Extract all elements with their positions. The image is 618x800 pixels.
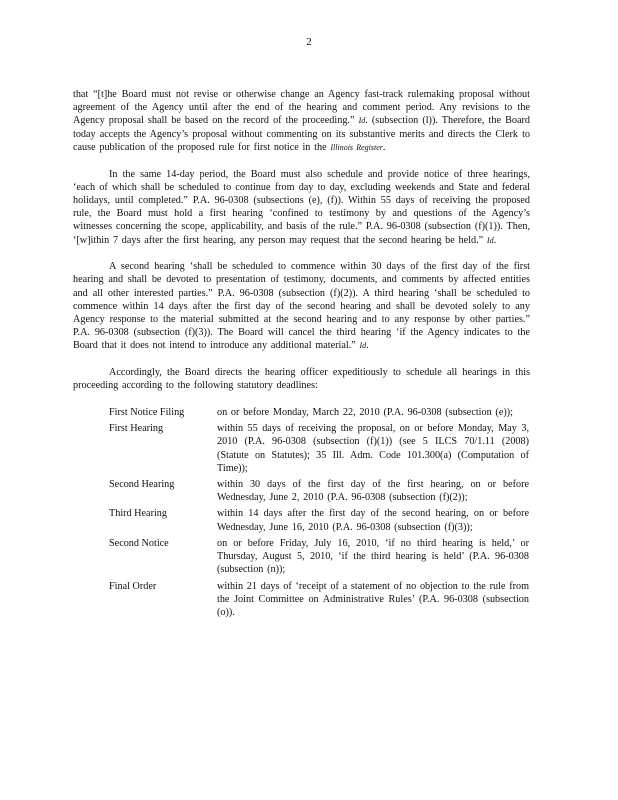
deadline-text: within 55 days of receiving the proposal, on or before Monday, May 3, 2010 (P.A. 96-0308 (subsection (f)(1)) (see 5 ILCS 70/1.11 (2008) (Statute on Statutes); 35 Ill. Adm. Code 101.300(a) (Computation of Time));	[217, 423, 529, 474]
page-number: 2	[306, 36, 312, 48]
deadline-label: Second Notice	[109, 537, 169, 549]
deadline-label: First Notice Filing	[109, 407, 185, 419]
paragraph-text: . (subsection (l)). Therefore, the Board today accepts the Agency’s proposal without commenting on its substantive merits and directs the Clerk to cause publication of the proposed rule for first notice in the	[73, 115, 530, 153]
deadline-item	[73, 406, 530, 419]
paragraph-accordingly: Accordingly, the Board directs the hearing officer expeditiously to schedule all hearings in this proceeding according to the following statutory deadlines:	[73, 367, 530, 392]
deadline-label: Final Order	[109, 580, 157, 592]
deadline-item	[73, 507, 530, 533]
paragraph-text: .	[366, 340, 369, 352]
deadline-item	[73, 422, 530, 475]
deadline-item	[73, 478, 530, 504]
deadline-text: on or before Monday, March 22, 2010 (P.A. 96-0308 (subsection (e));	[217, 407, 513, 419]
deadline-text: within 30 days of the first day of the first hearing, on or before Wednesday, June 2, 2010 (P.A. 96-0308 (subsection (f)(2));	[217, 479, 529, 504]
deadline-text: on or before Friday, July 16, 2010, ‘if no third hearing is held,’ or Thursday, August 5, 2010, ‘if the third hearing is held’ (P.A. 96-0308 (subsection (n));	[217, 537, 529, 576]
paragraph-board-revision	[73, 88, 530, 154]
paragraph-text: that “[t]he Board must not revise or otherwise change an Agency fast-track rulemaking proposal without agreement of the Agency until after the end of the hearing and comment period. Any revisions to the Agency proposal shall be based on the record of the proceeding.”	[73, 89, 530, 127]
deadline-label: First Hearing	[109, 423, 164, 435]
citation-illinois-register: Illinois Register	[330, 142, 383, 152]
deadline-item	[73, 537, 530, 577]
citation-id: Id	[358, 116, 366, 126]
citation-id: Id	[486, 235, 494, 245]
paragraph-text: .	[382, 141, 386, 153]
deadline-text: within 14 days after the first day of the second hearing, on or before Wednesday, June 16, 2010 (P.A. 96-0308 (subsection (f)(3));	[217, 508, 529, 533]
paragraph-text: In the same 14-day period, the Board must also schedule and provide notice of three hearings, ‘each of which shall be scheduled to continue from day to day, excluding weekends and State and federal holidays, until completed.” P.A. 96-0308 (subsections (e), (f)). Within 55 days of receiving the proposed rule, the Board must hold a first hearing ‘confined to testimony by and questions of the Agency’s witnesses concerning the scope, applicability, and basis of the rule.” P.A. 96-0308 (subsection (f)(1)). Then, ‘[w]ithin 7 days after the first hearing, any person may request that the second hearing be held.”	[73, 168, 530, 246]
deadline-text: within 21 days of ‘receipt of a statement of no objection to the rule from the Joint Committee on Administrative Rules’ (P.A. 96-0308 (subsection (o)).	[217, 580, 529, 618]
paragraph-second-third-hearing	[73, 260, 530, 352]
document-body	[73, 88, 530, 622]
paragraph-notice-hearings	[73, 168, 530, 247]
citation-id: Id	[359, 341, 367, 351]
deadline-item	[73, 580, 530, 620]
deadline-list	[73, 406, 530, 619]
paragraph-text: .	[493, 234, 497, 246]
paragraph-text: A second hearing ‘shall be scheduled to commence within 30 days of the first day of the first hearing and shall be devoted to presentation of testimony, documents, and comments by affected entities and all other interested parties.” P.A. 96-0308 (subsection (f)(2)). A third hearing ‘shall be scheduled to commence within 14 days after the first day of the second hearing and shall be devoted solely to any Agency response to the material submitted at the second hearing and to any response by other parties.” P.A. 96-0308 (subsection (f)(3)). The Board will cancel the third hearing ‘if the Agency indicates to the Board that it does not intend to introduce any additional material.”	[73, 261, 530, 352]
deadline-label: Second Hearing	[109, 479, 175, 491]
deadline-label: Third Hearing	[109, 508, 167, 520]
